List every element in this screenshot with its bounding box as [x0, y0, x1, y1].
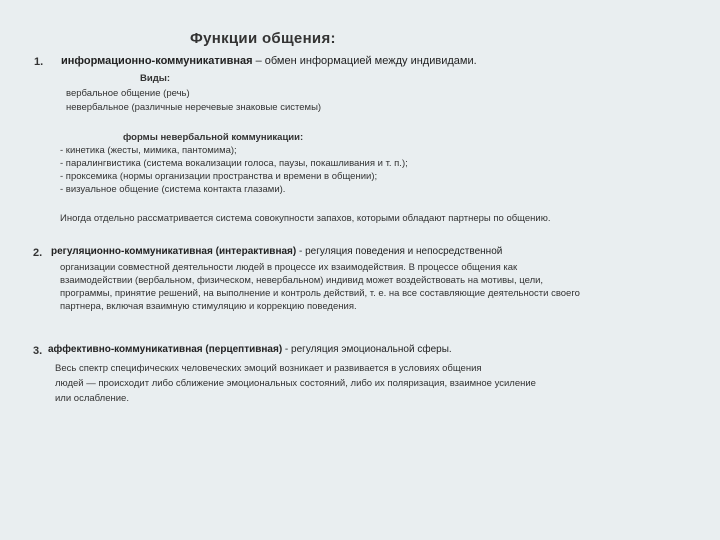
page-title: Функции общения:: [190, 30, 336, 47]
section3-rest: - регуляция эмоциональной сферы.: [282, 344, 452, 355]
type-item-nonverbal: невербальное (различные неречевые знаковые системы): [66, 102, 322, 113]
forms-label: формы невербальной коммуникации:: [123, 132, 304, 143]
section1-heading: информационно-коммуникативная: [61, 55, 253, 67]
form-item-kinetics: - кинетика (жесты, мимика, пантомима);: [60, 145, 237, 156]
section1-number: 1.: [34, 56, 44, 68]
section2-body: [60, 261, 580, 313]
section2-header: [51, 246, 502, 257]
section3-heading: аффективно-коммуникативная (перцептивная): [48, 344, 283, 355]
section2-line: взаимодействии (вербальном, физическом, невербальном) индивид может воздействовать на мотивы, цели,: [60, 275, 544, 286]
section2-heading: регуляционно-коммуникативная (интерактивная): [51, 246, 297, 257]
section1-rest: – обмен информацией между индивидами.: [252, 55, 477, 67]
section3-body: [55, 361, 536, 406]
section1-header: [61, 55, 477, 67]
section2-number: 2.: [33, 247, 43, 259]
form-item-visual: - визуальное общение (система контакта глазами).: [60, 184, 286, 195]
section2-line: организации совместной деятельности людей в процессе их взаимодействия. В процессе общения как: [60, 262, 518, 273]
section3-line: людей — происходит либо сближение эмоциональных состояний, либо их поляризация, взаимное усиление: [55, 378, 536, 389]
section1-note: Иногда отдельно рассматривается система совокупности запахов, которыми обладают партнеры по общению.: [60, 213, 551, 224]
form-item-paralinguistics: - паралингвистика (система вокализации голоса, паузы, покашливания и т. п.);: [60, 158, 408, 169]
section3-line: или ослабление.: [55, 393, 129, 404]
section3-number: 3.: [33, 345, 43, 357]
type-item-verbal: вербальное общение (речь): [66, 88, 190, 99]
types-label: Виды:: [140, 73, 171, 84]
section3-header: [48, 344, 452, 355]
section3-line: Весь спектр специфических человеческих эмоций возникает и развивается в условиях общения: [55, 363, 482, 374]
section2-rest: - регуляция поведения и непосредственной: [296, 246, 503, 257]
section2-line: партнера, включая взаимную стимуляцию и коррекцию поведения.: [60, 301, 357, 312]
form-item-proxemics: - проксемика (нормы организации пространства и времени в общении);: [60, 171, 378, 182]
section2-line: программы, принятие решений, на выполнение и контроль действий, т. е. на все составляющие деятельности своего: [60, 288, 580, 299]
